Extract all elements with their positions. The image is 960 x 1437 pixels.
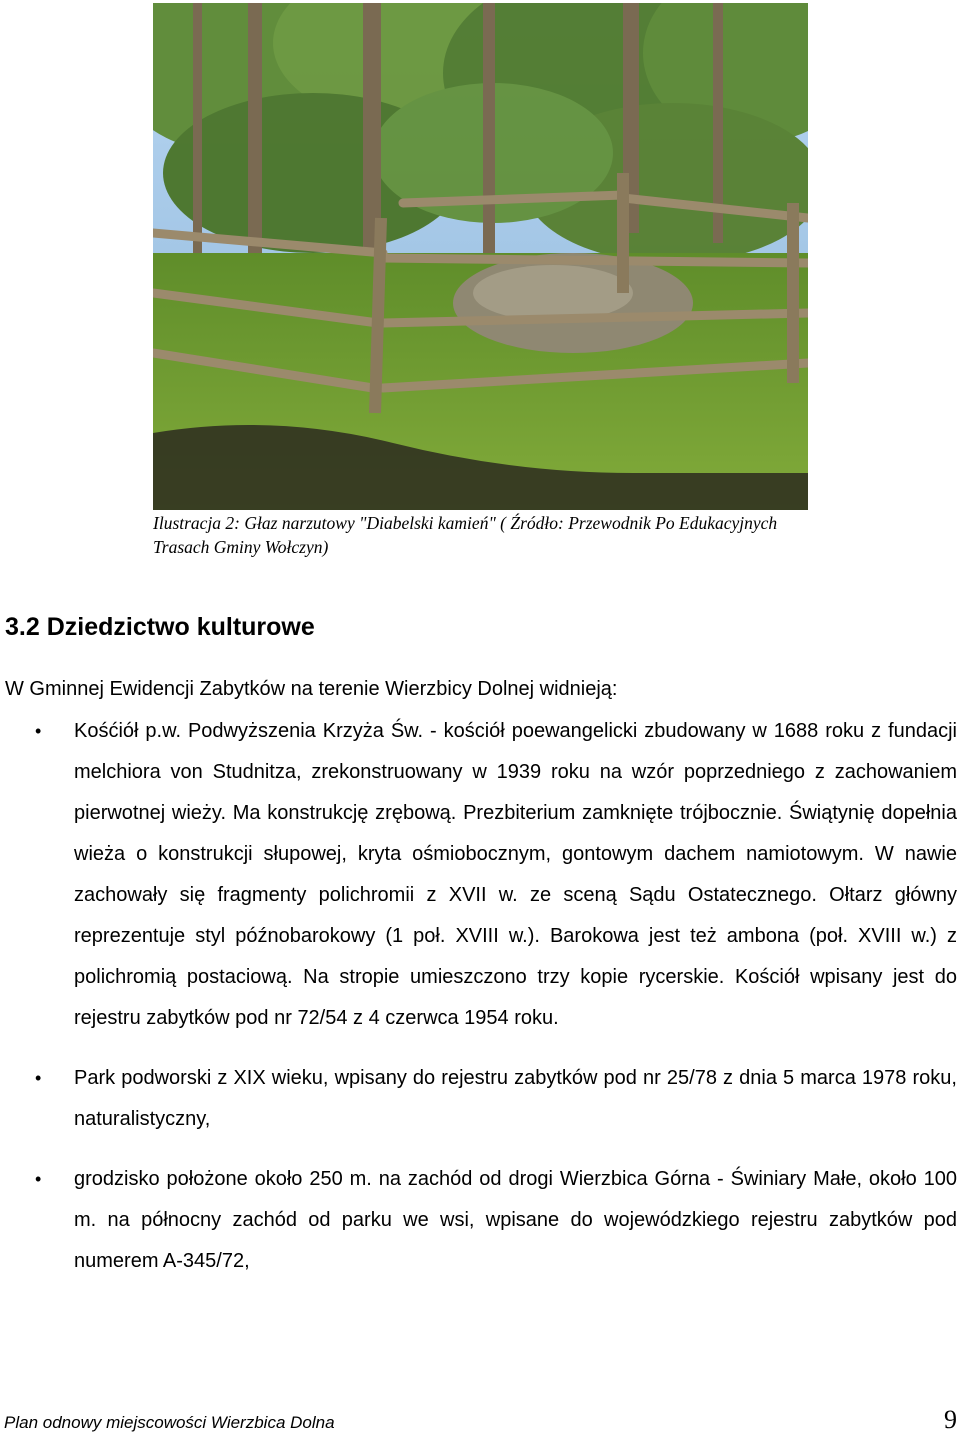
list-item-text: Kośćiół p.w. Podwyższenia Krzyża Św. - kościół poewangelicki zbudowany w 1688 roku z fundacji melchiora von Studnitza, zrekonstruowany w 1939 roku na wzór poprzedniego z zachowaniem pierwotnej wieży. Ma konstrukcję zrębową. Prezbiterium zamknięte trójbocznie. Świątynię dopełnia wieża o konstrukcji słupowej, kryta ośmiobocznym, gontowym dachem namiotowym. W nawie zachowały się fragmenty polichromii z XVII w. ze sceną Sądu Ostatecznego. Ołtarz główny reprezentuje styl późnobarokowy (1 poł. XVIII w.). Barokowa jest też ambona (poł. XVIII w.) z polichromią postaciową. Na stropie umieszczono trzy kopie rycerskie. Kościół wpisany jest do rejestru zabytków pod nr 72/54 z 4 czerwca 1954 roku. xyxy=(74,720,957,1029)
footer-title: Plan odnowy miejscowości Wierzbica Dolna xyxy=(4,1413,335,1432)
list-item xyxy=(0,711,960,1039)
section-intro: W Gminnej Ewidencji Zabytków na terenie Wierzbicy Dolnej widnieją: xyxy=(5,678,618,700)
list-item-text: grodzisko położone około 250 m. na zachód od drogi Wierzbica Górna - Świniary Małe, około 100 m. na północny zachód od parku we wsi, wpisane do wojewódzkiego rejestru zabytków pod numerem A-345/72, xyxy=(74,1168,957,1272)
figure-caption: Ilustracja 2: Głaz narzutowy "Diabelski kamień" ( Źródło: Przewodnik Po Edukacyjnych Trasach Gminy Wołczyn) xyxy=(153,513,778,557)
bullet-icon: • xyxy=(35,721,42,741)
monuments-list xyxy=(0,711,960,1301)
boulder-illustration xyxy=(153,3,808,510)
list-item xyxy=(0,1159,960,1282)
list-item-text: Park podworski z XIX wieku, wpisany do rejestru zabytków pod nr 25/78 z dnia 5 marca 1978 roku, naturalistyczny, xyxy=(74,1067,957,1130)
bullet-icon: • xyxy=(35,1068,42,1088)
page-number: 9 xyxy=(944,1405,957,1434)
bullet-icon: • xyxy=(35,1169,42,1189)
list-item xyxy=(0,1058,960,1140)
section-heading: 3.2 Dziedzictwo kulturowe xyxy=(5,613,315,641)
boulder-photo xyxy=(153,3,808,510)
